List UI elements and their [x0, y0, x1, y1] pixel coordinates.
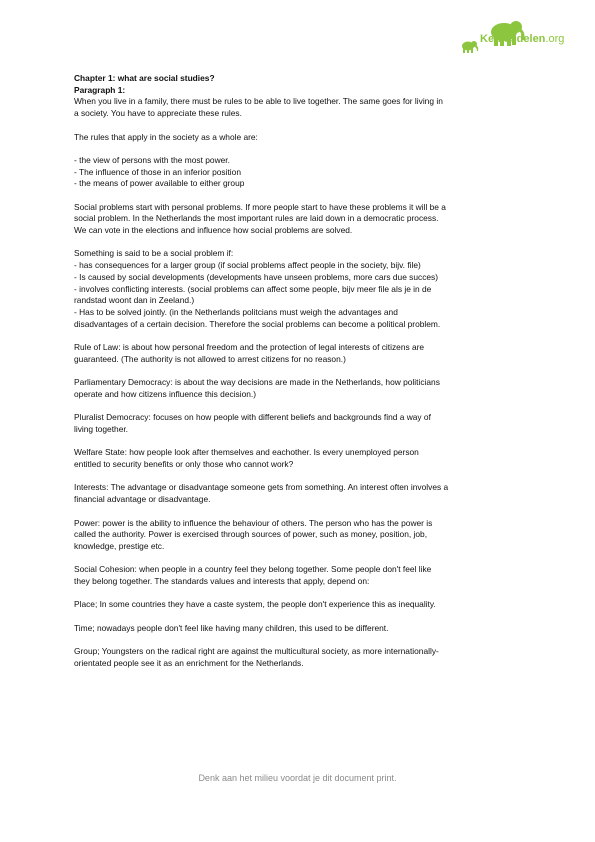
text-line: called the authority. Power is exercised through sources of power, such as money, position, job,	[74, 529, 428, 540]
logo-name: Kennisdelen	[480, 33, 546, 45]
paragraph-social-problem-criteria	[74, 248, 529, 330]
text-line: Time; nowadays people don't feel like having many children, this used to be different.	[74, 622, 389, 633]
logo-wordmark[interactable]	[480, 33, 564, 45]
text-line: Power: power is the ability to influence the behaviour of others. The person who has the power is	[74, 517, 433, 528]
document-body	[74, 73, 529, 670]
list-item: - Is caused by social developments (developments have unseen problems, more cars due succes)	[74, 271, 439, 282]
paragraph-parliamentary-democracy	[74, 377, 529, 400]
list-item: - the means of power available to either group	[74, 178, 245, 189]
paragraph-rule-of-law	[74, 342, 529, 365]
paragraph-label: Paragraph 1:	[74, 84, 126, 95]
text-line: Welfare State: how people look after themselves and eachother. Is every unemployed person	[74, 447, 419, 458]
paragraph-rules-list	[74, 155, 529, 190]
text-line: Interests: The advantage or disadvantage someone gets from something. An interest often involves a	[74, 482, 449, 493]
paragraph-welfare-state	[74, 447, 529, 470]
list-item: - the view of persons with the most power.	[74, 154, 230, 165]
text-line: knowledge, prestige etc.	[74, 540, 165, 551]
logo-suffix: .org	[545, 33, 565, 45]
chapter-heading: Chapter 1: what are social studies?	[74, 73, 215, 83]
paragraph-place	[74, 599, 529, 611]
text-line: We can vote in the elections and influence how social problems are solved.	[74, 225, 353, 236]
text-line: Group; Youngsters on the radical right are against the multicultural society, as more internationally-	[74, 646, 439, 657]
paragraph-power	[74, 518, 529, 553]
text-line: Social problems start with personal problems. If more people start to have these problems it will be a	[74, 201, 446, 212]
list-item: - The influence of those in an inferior position	[74, 166, 241, 177]
paragraph-pluralist-democracy	[74, 412, 529, 435]
text-line: Pluralist Democracy: focuses on how people with different beliefs and backgrounds find a way of	[74, 412, 431, 423]
footer-note: Denk aan het milieu voordat je dit document print.	[198, 773, 397, 783]
paragraph-interests	[74, 482, 529, 505]
list-item: randstad woont dan in Zeeland.)	[74, 295, 195, 306]
text-line: they belong together. The standards values and interests that apply, depend on:	[74, 576, 370, 587]
list-item: - Has to be solved jointly. (in the Netherlands politcians must weigh the advantages and	[74, 307, 398, 317]
paragraph-time	[74, 623, 529, 635]
list-item: - involves conflicting interests. (social problems can affect some people, bijv meer file als je in de	[74, 283, 432, 294]
list-item: disadvantages of a certain decision. Therefore the social problems can become a political problem.	[74, 318, 441, 329]
list-item: - has consequences for a larger group (if social problems affect people in the society, bijv. file)	[74, 260, 421, 271]
text-line: When you live in a family, there must be rules to be able to live together. The same goes for living in	[74, 96, 443, 107]
text-line: operate and how citizens influence this decision.)	[74, 388, 257, 399]
text-line: living together.	[74, 423, 129, 434]
paragraph-rules-intro	[74, 132, 529, 144]
text-line: Something is said to be a social problem if:	[74, 248, 234, 259]
text-line: Rule of Law: is about how personal freedom and the protection of legal interests of citizens are	[74, 342, 425, 353]
text-line: entitled to security benefits or only those who cannot work?	[74, 459, 294, 470]
text-line: social problem. In the Netherlands the most important rules are laid down in a democratic process.	[74, 213, 439, 224]
text-line: Place; In some countries they have a caste system, the people don't experience this as inequality.	[74, 599, 436, 610]
text-line: Parliamentary Democracy: is about the way decisions are made in the Netherlands, how politicians	[74, 377, 440, 388]
text-line: orientated people see it as an enrichment for the Netherlands.	[74, 657, 304, 668]
text-line: guaranteed. (The authority is not allowed to arrest citizens for no reason.)	[74, 353, 346, 364]
text-line: financial advantage or disadvantage.	[74, 494, 211, 505]
text-line: Social Cohesion: when people in a country feel they belong together. Some people don't feel like	[74, 564, 432, 575]
text-line: a society. You have to appreciate these rules.	[74, 108, 242, 119]
text-line: The rules that apply in the society as a whole are:	[74, 131, 258, 142]
paragraph-family-rules	[74, 96, 529, 119]
paragraph-social-cohesion	[74, 564, 529, 587]
paragraph-social-problems	[74, 202, 529, 237]
paragraph-group	[74, 646, 529, 669]
